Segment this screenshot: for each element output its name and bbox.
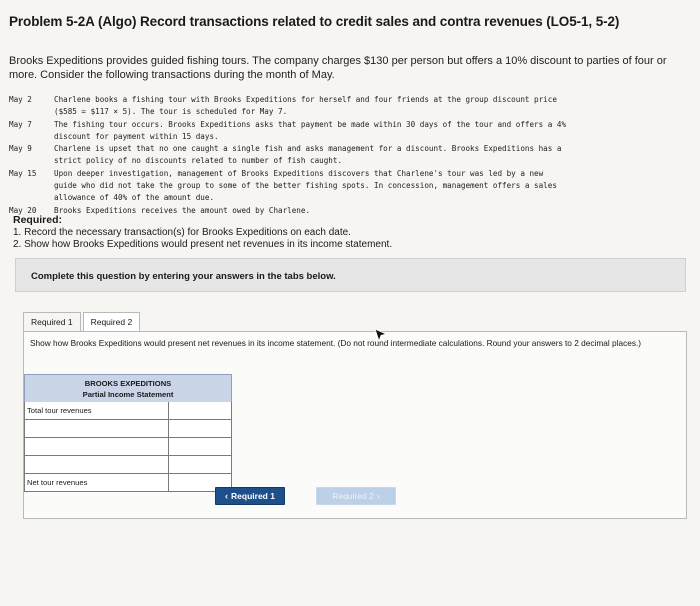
transaction-line: The fishing tour occurs. Brooks Expeditions asks that payment be made within 30 days of the tour and offers a 4%	[54, 119, 567, 129]
amount-input[interactable]	[169, 458, 231, 475]
label-input[interactable]	[27, 456, 168, 473]
previous-required-button[interactable]	[215, 487, 285, 505]
tab-required-1[interactable]: Required 1	[23, 312, 81, 331]
transaction-date: May 9	[9, 144, 32, 154]
table-row	[24, 402, 232, 420]
company-name: BROOKS EXPEDITIONS	[84, 379, 172, 388]
transaction-line: discount for payment within 15 days.	[54, 131, 219, 141]
required-heading: Required:	[13, 214, 63, 226]
chevron-right-icon: ›	[376, 491, 380, 501]
problem-intro: Brooks Expeditions provides guided fishing tours. The company charges $130 per person but offers a 10% discount to parties of four or more. Consider the following transactions during the month of May.	[9, 55, 667, 81]
next-button-label: Required 2	[332, 491, 374, 501]
transaction-line: strict policy of no discounts related to number of fish caught.	[54, 156, 343, 166]
question-instruction: Show how Brooks Expeditions would present net revenues in its income statement. (Do not round intermediate calculations. Round your answers to 2 decimal places.)	[30, 338, 642, 348]
row-amount-cell[interactable]	[169, 456, 231, 473]
transaction-row	[9, 94, 681, 119]
transaction-description	[54, 168, 681, 205]
row-amount-cell[interactable]	[169, 420, 231, 437]
required-section	[13, 214, 392, 252]
prev-button-label: Required 1	[231, 491, 275, 501]
transaction-line: guide who did not take the group to some of the better fishing spots. In concession, management offers a sales	[54, 181, 557, 191]
table-row	[24, 456, 232, 474]
transaction-line: Brooks Expeditions receives the amount owed by Charlene.	[54, 205, 311, 215]
income-statement-table	[24, 374, 232, 492]
required-item-2: 2. Show how Brooks Expeditions would present net revenues in its income statement.	[13, 239, 393, 250]
amount-input[interactable]	[169, 404, 231, 421]
transaction-line: allowance of 40% of the amount due.	[54, 193, 215, 203]
transaction-description	[54, 119, 681, 144]
transaction-date: May 20	[9, 205, 37, 215]
row-label-input-cell[interactable]	[25, 420, 169, 437]
row-amount-cell[interactable]	[169, 402, 231, 419]
table-row	[24, 474, 232, 492]
transaction-date: May 7	[9, 119, 32, 129]
problem-title: Problem 5-2A (Algo) Record transactions related to credit sales and contra revenues (LO5-1, 5-2)	[9, 14, 620, 29]
transaction-line: ($585 = $117 × 5). The tour is scheduled for May 7.	[54, 107, 288, 117]
amount-input[interactable]	[169, 422, 231, 439]
row-label: Net tour revenues	[25, 474, 169, 491]
transaction-line: Charlene is upset that no one caught a single fish and asks management for a discount. Brooks Expeditions has a	[54, 144, 562, 154]
transaction-date: May 15	[9, 168, 37, 178]
statement-subtitle: Partial Income Statement	[82, 390, 174, 399]
transaction-row	[9, 168, 681, 205]
row-label-input-cell[interactable]	[25, 456, 169, 473]
transaction-line: Upon deeper investigation, management of Brooks Expeditions discovers that Charlene's tour was led by a new	[54, 168, 544, 178]
banner-text: Complete this question by entering your answers in the tabs below.	[31, 271, 336, 282]
next-required-button[interactable]	[316, 487, 396, 505]
transaction-description	[54, 143, 681, 168]
instruction-banner	[15, 258, 686, 292]
transaction-row	[9, 143, 681, 168]
table-row	[24, 420, 232, 438]
required-item-1: 1. Record the necessary transaction(s) for Brooks Expeditions on each date.	[13, 226, 351, 238]
transaction-line: Charlene books a fishing tour with Brooks Expeditions for herself and four friends at the group discount price	[54, 95, 557, 104]
label-input[interactable]	[27, 420, 168, 437]
chevron-left-icon: ‹	[225, 491, 229, 501]
tab-bar	[23, 312, 142, 331]
row-label: Total tour revenues	[25, 402, 169, 419]
label-input[interactable]	[27, 438, 168, 455]
row-label-input-cell[interactable]	[25, 438, 169, 455]
transaction-list	[9, 94, 681, 217]
tab-required-2[interactable]: Required 2	[83, 312, 141, 331]
transaction-description	[54, 94, 681, 119]
amount-input[interactable]	[169, 440, 231, 457]
statement-header	[24, 374, 232, 402]
table-row	[24, 438, 232, 456]
row-amount-cell[interactable]	[169, 438, 231, 455]
transaction-row	[9, 119, 681, 144]
transaction-date: May 2	[9, 95, 32, 104]
